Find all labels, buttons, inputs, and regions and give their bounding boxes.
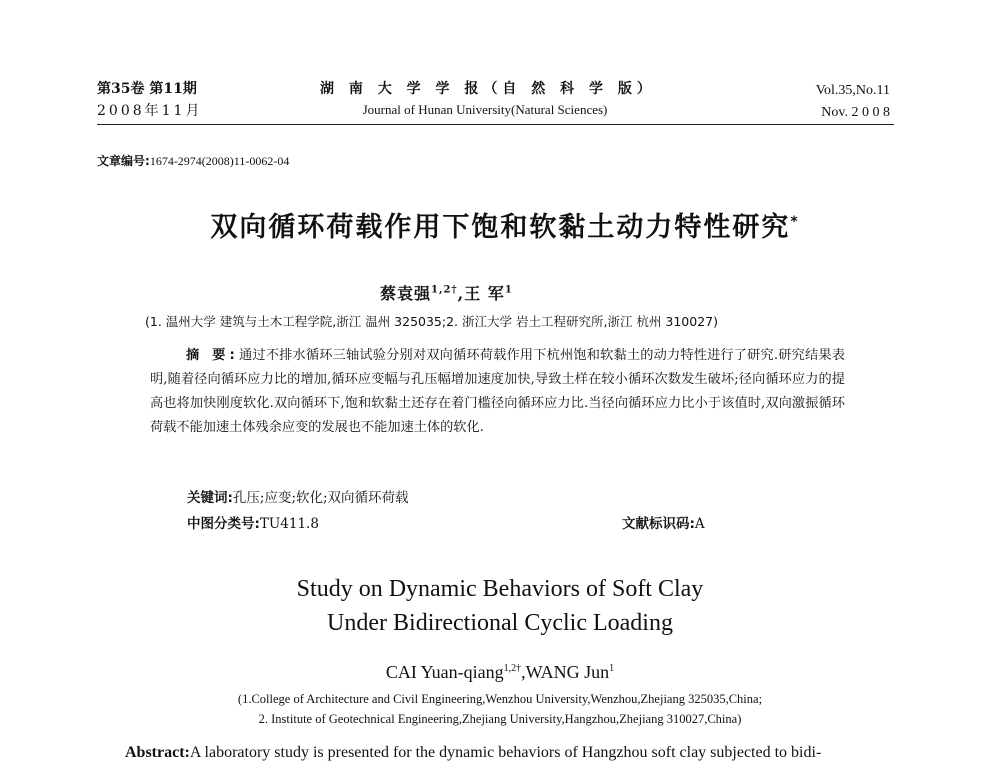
author-en-2-affil: 1 — [609, 663, 615, 674]
date-en: Nov. 2 0 0 8 — [821, 105, 890, 120]
title-en-line2: Under Bidirectional Cyclic Loading — [327, 610, 673, 636]
author-cn-2-affil: 1 — [504, 284, 513, 296]
author-en-2: WANG Jun — [525, 662, 610, 682]
affiliation-cn: (1. 温州大学 建筑与土木工程学院,浙江 温州 325035;2. 浙江大学 岩土工程研究所,浙江 杭州 310027) — [145, 314, 718, 329]
volume-issue-cn: 第35卷 第11期 — [97, 81, 197, 97]
document-code — [622, 512, 705, 532]
document-code-label: 文献标识码: — [622, 516, 695, 532]
header-rule — [97, 124, 894, 125]
title-cn-text: 双向循环荷载作用下饱和软黏土动力特性研究 — [210, 212, 791, 243]
authors-en — [200, 662, 800, 683]
abstract-en-text: A laboratory study is presented for the dynamic behaviors of Hangzhou soft clay subjected to bidi- — [189, 744, 822, 761]
author-cn-2: 王 军 — [464, 284, 505, 303]
author-cn-1: 蔡袁强 — [380, 284, 432, 303]
author-en-1: CAI Yuan-qiang — [385, 662, 504, 682]
abstract-cn-text: 通过不排水循环三轴试验分别对双向循环荷载作用下杭州饱和软黏土的动力特性进行了研究.研究结果表明,随着径向循环应力比的增加,循环应变幅与孔压幅增加速度加快,导致土样在较小循环次数发生破坏;径向循环应力的提高也将加快刚度软化.双向循环下,饱和软黏土还存在着门槛径向循环应力比.当径向循环应力比小于该值时,双向激振循环荷载不能加速土体残余应变的发展也不能加速土体的软化. — [150, 348, 845, 435]
journal-name-en: Journal of Hunan University(Natural Sciences) — [362, 102, 608, 117]
article-number-value: 1674-2974(2008)11-0062-04 — [149, 154, 290, 168]
author-en-sep: , — [521, 662, 526, 682]
abstract-cn — [150, 344, 845, 440]
title-en — [200, 572, 800, 640]
abstract-en — [125, 744, 821, 762]
keywords-text: 孔压;应变;软化;双向循环荷载 — [232, 490, 409, 506]
keywords — [187, 486, 409, 506]
journal-issue-en — [816, 80, 890, 124]
title-en-line1: Study on Dynamic Behaviors of Soft Clay — [296, 576, 704, 602]
classification-label: 中图分类号: — [187, 516, 260, 532]
journal-name — [320, 78, 656, 120]
affiliation-en-line1: (1.College of Architecture and Civil Engineering,Wenzhou University,Wenzhou,Zhejiang 325035,China; — [237, 692, 763, 706]
volume-issue-en: Vol.35,No.11 — [815, 83, 890, 98]
author-cn-1-affil: 1,2† — [431, 284, 458, 296]
author-en-1-affil: 1,2† — [503, 663, 522, 674]
journal-name-cn: 湖 南 大 学 学 报（自 然 科 学 版） — [320, 81, 656, 97]
keywords-label: 关键词: — [187, 490, 233, 506]
abstract-cn-label: 摘 要: — [186, 348, 239, 363]
title-cn — [135, 205, 875, 244]
classification — [187, 512, 319, 532]
authors-cn — [380, 281, 513, 304]
abstract-en-label: Abstract: — [125, 744, 190, 761]
author-cn-sep: , — [457, 284, 465, 303]
affiliation-en-line2: 2. Institute of Geotechnical Engineering,Zhejiang University,Hangzhou,Zhejiang 310027,China) — [258, 712, 742, 726]
journal-issue-cn — [97, 78, 202, 122]
title-footnote-mark: * — [790, 214, 800, 230]
document-code-text: A — [694, 516, 705, 532]
date-cn: 2008年11月 — [97, 103, 203, 119]
article-number-label: 文章编号: — [97, 154, 150, 168]
affiliation-en — [110, 689, 890, 729]
article-number — [97, 152, 289, 169]
classification-text: TU411.8 — [259, 516, 319, 532]
